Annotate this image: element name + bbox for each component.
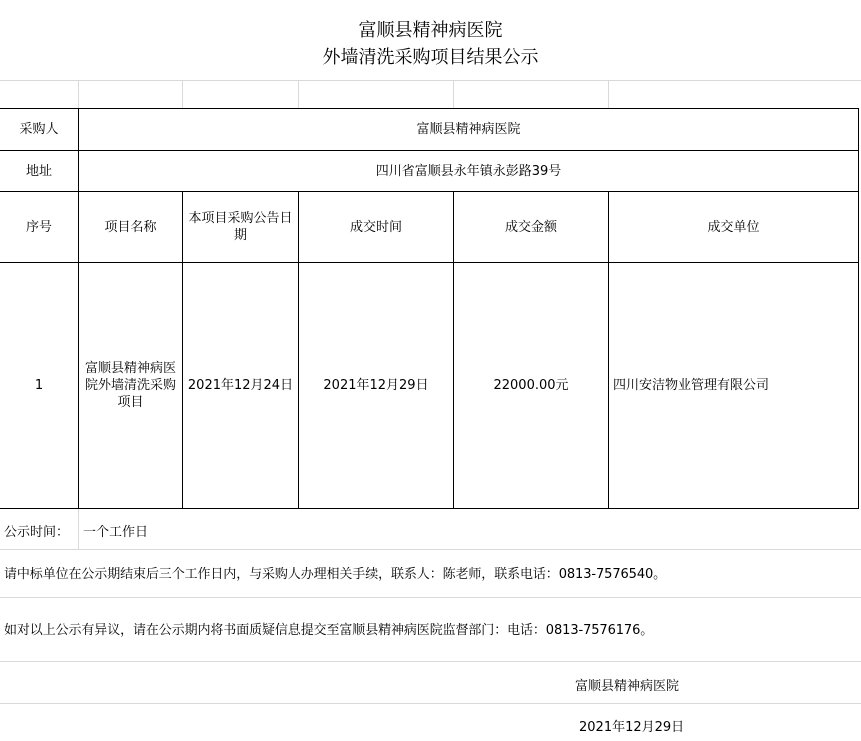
row-index: 1 (34, 378, 44, 393)
gridline (0, 597, 861, 598)
row-project-name: 富顺县精神病医院外墙清洗采购项目 (84, 361, 176, 410)
gridline (78, 508, 79, 549)
header-index: 序号 (25, 219, 52, 235)
table-border (0, 508, 859, 509)
header-deal-time: 成交时间 (349, 219, 402, 235)
gridline (0, 549, 861, 550)
header-supplier: 成交单位 (707, 219, 760, 235)
header-announce-date: 本项目采购公告日期 (188, 211, 293, 243)
table-border (858, 108, 859, 509)
page-subtitle: 外墙清洗采购项目结果公示 (322, 47, 539, 68)
gridline (78, 80, 79, 108)
gridline (0, 703, 861, 704)
gridline (182, 80, 183, 108)
notice-objection: 如对以上公示有异议，请在公示期内将书面质疑信息提交至富顺县精神病医院监督部门：电话：0813-7576176。 (4, 623, 654, 638)
row-deal-time: 2021年12月29日 (323, 378, 429, 393)
page-title: 富顺县精神病医院 (358, 20, 503, 41)
gridline (0, 661, 861, 662)
signature: 富顺县精神病医院 (575, 679, 680, 694)
period-value: 一个工作日 (83, 525, 149, 540)
period-label: 公示时间： (4, 525, 70, 540)
header-project-name: 项目名称 (104, 219, 157, 235)
gridline (453, 80, 454, 108)
address-value: 四川省富顺县永年镇永彭路39号 (375, 163, 562, 179)
gridline (298, 80, 299, 108)
header-amount: 成交金额 (504, 219, 557, 235)
address-label: 地址 (25, 163, 52, 179)
notice-contact: 请中标单位在公示期结束后三个工作日内，与采购人办理相关手续，联系人：陈老师，联系电话：0813-7576540。 (4, 567, 667, 582)
gridline (0, 80, 861, 81)
gridline (608, 80, 609, 108)
row-supplier: 四川安洁物业管理有限公司 (613, 378, 770, 393)
purchaser-value: 富顺县精神病医院 (416, 122, 521, 137)
signature-date: 2021年12月29日 (579, 720, 685, 735)
row-amount: 22000.00元 (493, 378, 569, 393)
purchaser-label: 采购人 (19, 122, 59, 137)
row-announce-date: 2021年12月24日 (187, 378, 294, 393)
